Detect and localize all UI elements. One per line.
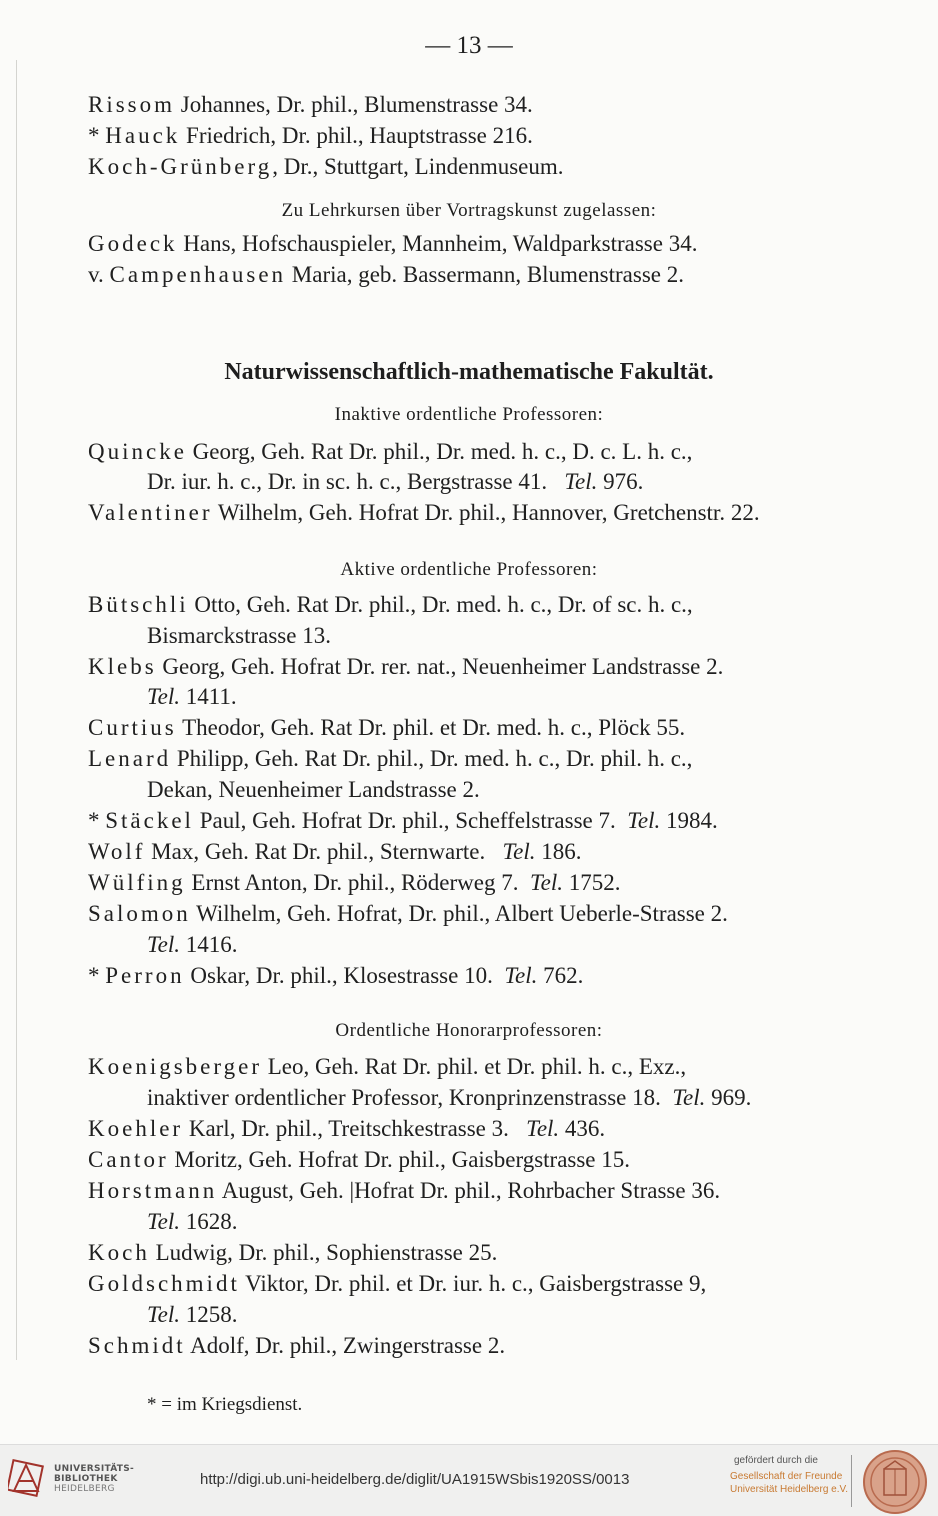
entry-rissom: Rissom Johannes, Dr. phil., Blumenstrasse 34. — [88, 92, 533, 117]
entry-koch-gruenberg: Koch-Grünberg, Dr., Stuttgart, Lindenmuseum. — [88, 154, 564, 179]
page-number: — 13 — — [425, 32, 513, 59]
entry-campenhausen: v. Campenhausen Maria, geb. Bassermann, Blumenstrasse 2. — [88, 262, 684, 287]
page-edge — [16, 60, 17, 1360]
entry-klebs-tel: Tel. 1411. — [147, 684, 237, 709]
entry-perron: * Perron Oskar, Dr. phil., Klosestrasse 10. Tel. 762. — [88, 963, 584, 988]
entry-wuelfing: Wülfing Ernst Anton, Dr. phil., Röderweg 7. Tel. 1752. — [88, 870, 621, 895]
entry-koenigsberger-cont: inaktiver ordentlicher Professor, Kronprinzenstrasse 18. Tel. 969. — [147, 1085, 752, 1110]
section-title: Naturwissenschaftlich-mathematische Fakultät. — [224, 359, 714, 385]
source-url-link[interactable]: http://digi.ub.uni-heidelberg.de/diglit/UA1915WSbis1920SS/0013 — [200, 1471, 630, 1488]
entry-staeckel: * Stäckel Paul, Geh. Hofrat Dr. phil., Scheffelstrasse 7. Tel. 1984. — [88, 808, 718, 833]
entry-buetschli: Bütschli Otto, Geh. Rat Dr. phil., Dr. med. h. c., Dr. of sc. h. c., — [88, 592, 693, 617]
entry-salomon: Salomon Wilhelm, Geh. Hofrat, Dr. phil., Albert Ueberle-Strasse 2. — [88, 901, 728, 926]
entry-lenard-cont: Dekan, Neuenheimer Landstrasse 2. — [147, 777, 480, 802]
entry-schmidt: Schmidt Adolf, Dr. phil., Zwingerstrasse 2. — [88, 1333, 506, 1358]
entry-buetschli-cont: Bismarckstrasse 13. — [147, 623, 331, 648]
entry-cantor: Cantor Moritz, Geh. Hofrat Dr. phil., Gaisbergstrasse 15. — [88, 1147, 631, 1172]
entry-koehler: Koehler Karl, Dr. phil., Treitschkestrasse 3. Tel. 436. — [88, 1116, 606, 1141]
sponsor-name: Gesellschaft der Freunde Universität Heidelberg e.V. — [730, 1471, 849, 1495]
entry-curtius: Curtius Theodor, Geh. Rat Dr. phil. et Dr. med. h. c., Plöck 55. — [88, 715, 686, 740]
footer-bar — [0, 1444, 938, 1516]
sponsor-label: gefördert durch die — [734, 1455, 818, 1466]
subheading-vortragskunst: Zu Lehrkursen über Vortragskunst zugelassen: — [281, 200, 657, 221]
entry-hauck: * Hauck Friedrich, Dr. phil., Hauptstrasse 216. — [88, 123, 533, 148]
subheading-inaktive: Inaktive ordentliche Professoren: — [334, 404, 604, 425]
entry-horstmann-tel: Tel. 1628. — [147, 1209, 238, 1234]
entry-koch: Koch Ludwig, Dr. phil., Sophienstrasse 25. — [88, 1240, 498, 1265]
entry-horstmann: Horstmann August, Geh. |Hofrat Dr. phil., Rohrbacher Strasse 36. — [88, 1178, 721, 1203]
entry-koenigsberger: Koenigsberger Leo, Geh. Rat Dr. phil. et Dr. phil. h. c., Exz., — [88, 1054, 687, 1079]
entry-quincke-cont: Dr. iur. h. c., Dr. in sc. h. c., Bergstrasse 41. Tel. 976. — [147, 469, 644, 494]
entry-valentiner: Valentiner Wilhelm, Geh. Hofrat Dr. phil., Hannover, Gretchenstr. 22. — [88, 500, 760, 525]
footnote: * = im Kriegsdienst. — [147, 1394, 303, 1415]
entry-salomon-tel: Tel. 1416. — [147, 932, 238, 957]
subheading-honorar: Ordentliche Honorarprofessoren: — [335, 1020, 603, 1041]
entry-godeck: Godeck Hans, Hofschauspieler, Mannheim, Waldparkstrasse 34. — [88, 231, 698, 256]
entry-wolf: Wolf Max, Geh. Rat Dr. phil., Sternwarte. Tel. 186. — [88, 839, 582, 864]
entry-quincke: Quincke Georg, Geh. Rat Dr. phil., Dr. med. h. c., D. c. L. h. c., — [88, 439, 693, 464]
entry-goldschmidt-tel: Tel. 1258. — [147, 1302, 238, 1327]
entry-klebs: Klebs Georg, Geh. Hofrat Dr. rer. nat., Neuenheimer Landstrasse 2. — [88, 654, 724, 679]
library-name: UNIVERSITÄTS- BIBLIOTHEK HEIDELBERG — [54, 1464, 135, 1494]
footer-divider — [851, 1455, 852, 1507]
university-seal-icon — [862, 1449, 928, 1515]
entry-lenard: Lenard Philipp, Geh. Rat Dr. phil., Dr. med. h. c., Dr. phil. h. c., — [88, 746, 693, 771]
subheading-aktive: Aktive ordentliche Professoren: — [340, 559, 598, 580]
entry-goldschmidt: Goldschmidt Viktor, Dr. phil. et Dr. iur. h. c., Gaisbergstrasse 9, — [88, 1271, 707, 1296]
library-logo-icon[interactable] — [8, 1457, 48, 1499]
